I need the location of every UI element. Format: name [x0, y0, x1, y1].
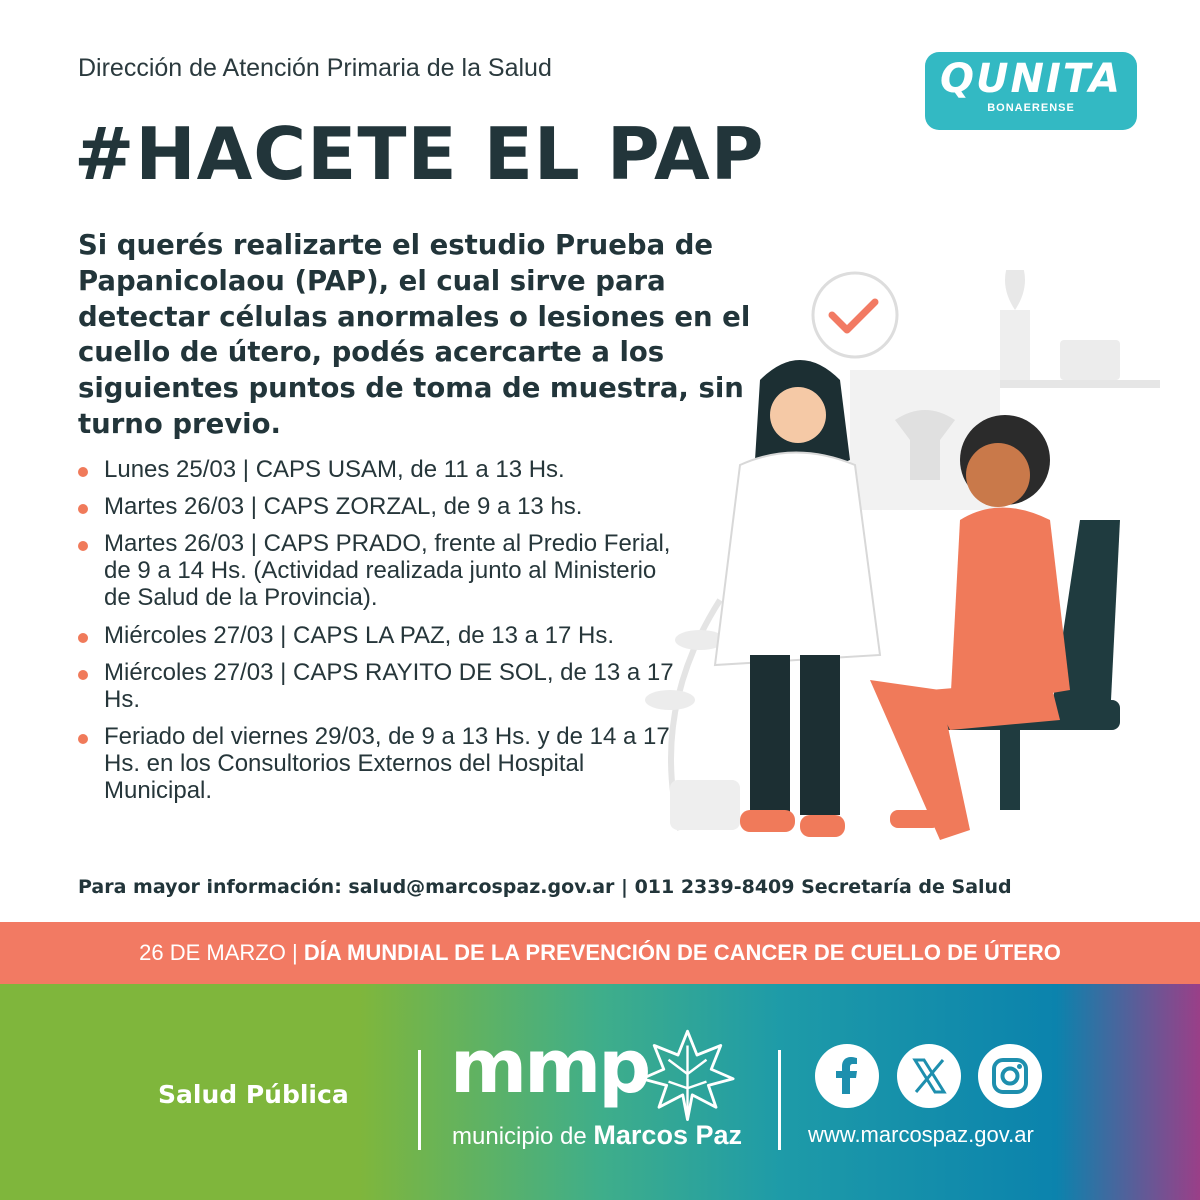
instagram-link[interactable]	[978, 1044, 1042, 1108]
list-item: Miércoles 27/03 | CAPS RAYITO DE SOL, de 13 a 17 Hs.	[78, 659, 678, 713]
municipio-name: Marcos Paz	[593, 1120, 742, 1150]
x-icon	[897, 1044, 961, 1108]
schedule-list	[78, 456, 678, 814]
website-link[interactable]: www.marcospaz.gov.ar	[808, 1122, 1034, 1147]
qunita-logo	[925, 52, 1137, 130]
logo-sub: BONAERENSE	[987, 102, 1075, 114]
list-item: Martes 26/03 | CAPS PRADO, frente al Predio Ferial, de 9 a 14 Hs. (Actividad realizada junto al Ministerio de Salud de la Provincia).	[78, 530, 678, 611]
brand-wordmark: mmp	[450, 1024, 649, 1110]
municipio-prefix: municipio de	[452, 1123, 587, 1150]
list-item: Feriado del viernes 29/03, de 9 a 13 Hs. y de 14 a 17 Hs. en los Consultorios Externos del Hospital Municipal.	[78, 723, 678, 804]
x-link[interactable]	[897, 1044, 961, 1108]
facebook-link[interactable]	[815, 1044, 879, 1108]
page-title: #HACETE EL PAP	[74, 112, 765, 196]
banner-date: 26 DE MARZO |	[139, 940, 298, 965]
list-item: Lunes 25/03 | CAPS USAM, de 11 a 13 Hs.	[78, 456, 678, 483]
banner-event: DÍA MUNDIAL DE LA PREVENCIÓN DE CANCER DE CUELLO DE ÚTERO	[303, 940, 1061, 965]
list-item: Miércoles 27/03 | CAPS LA PAZ, de 13 a 17 Hs.	[78, 622, 678, 649]
check-icon	[813, 273, 897, 357]
salud-publica-label: Salud Pública	[158, 1080, 349, 1109]
logo-name: QUNITA	[940, 56, 1122, 102]
contact-info: Para mayor información: salud@marcospaz.gov.ar | 011 2339-8409 Secretaría de Salud	[78, 876, 1012, 898]
leaf-icon	[640, 1024, 735, 1124]
list-item: Martes 26/03 | CAPS ZORZAL, de 9 a 13 hs.	[78, 493, 678, 520]
intro-text: Si querés realizarte el estudio Prueba de Papanicolaou (PAP), el cual sirve para detectar células anormales o lesiones en el cuello de útero, podés acercarte a los siguientes puntos de toma de muestra, sin turno previo.	[78, 229, 751, 440]
municipio-label	[452, 1120, 742, 1151]
facebook-icon	[815, 1044, 879, 1108]
awareness-banner	[0, 922, 1200, 984]
divider	[778, 1050, 781, 1150]
instagram-icon	[978, 1044, 1042, 1108]
divider	[418, 1050, 421, 1150]
doctor-patient-illustration	[640, 270, 1160, 870]
header-subtitle: Dirección de Atención Primaria de la Salud	[78, 54, 552, 82]
footer	[0, 984, 1200, 1200]
